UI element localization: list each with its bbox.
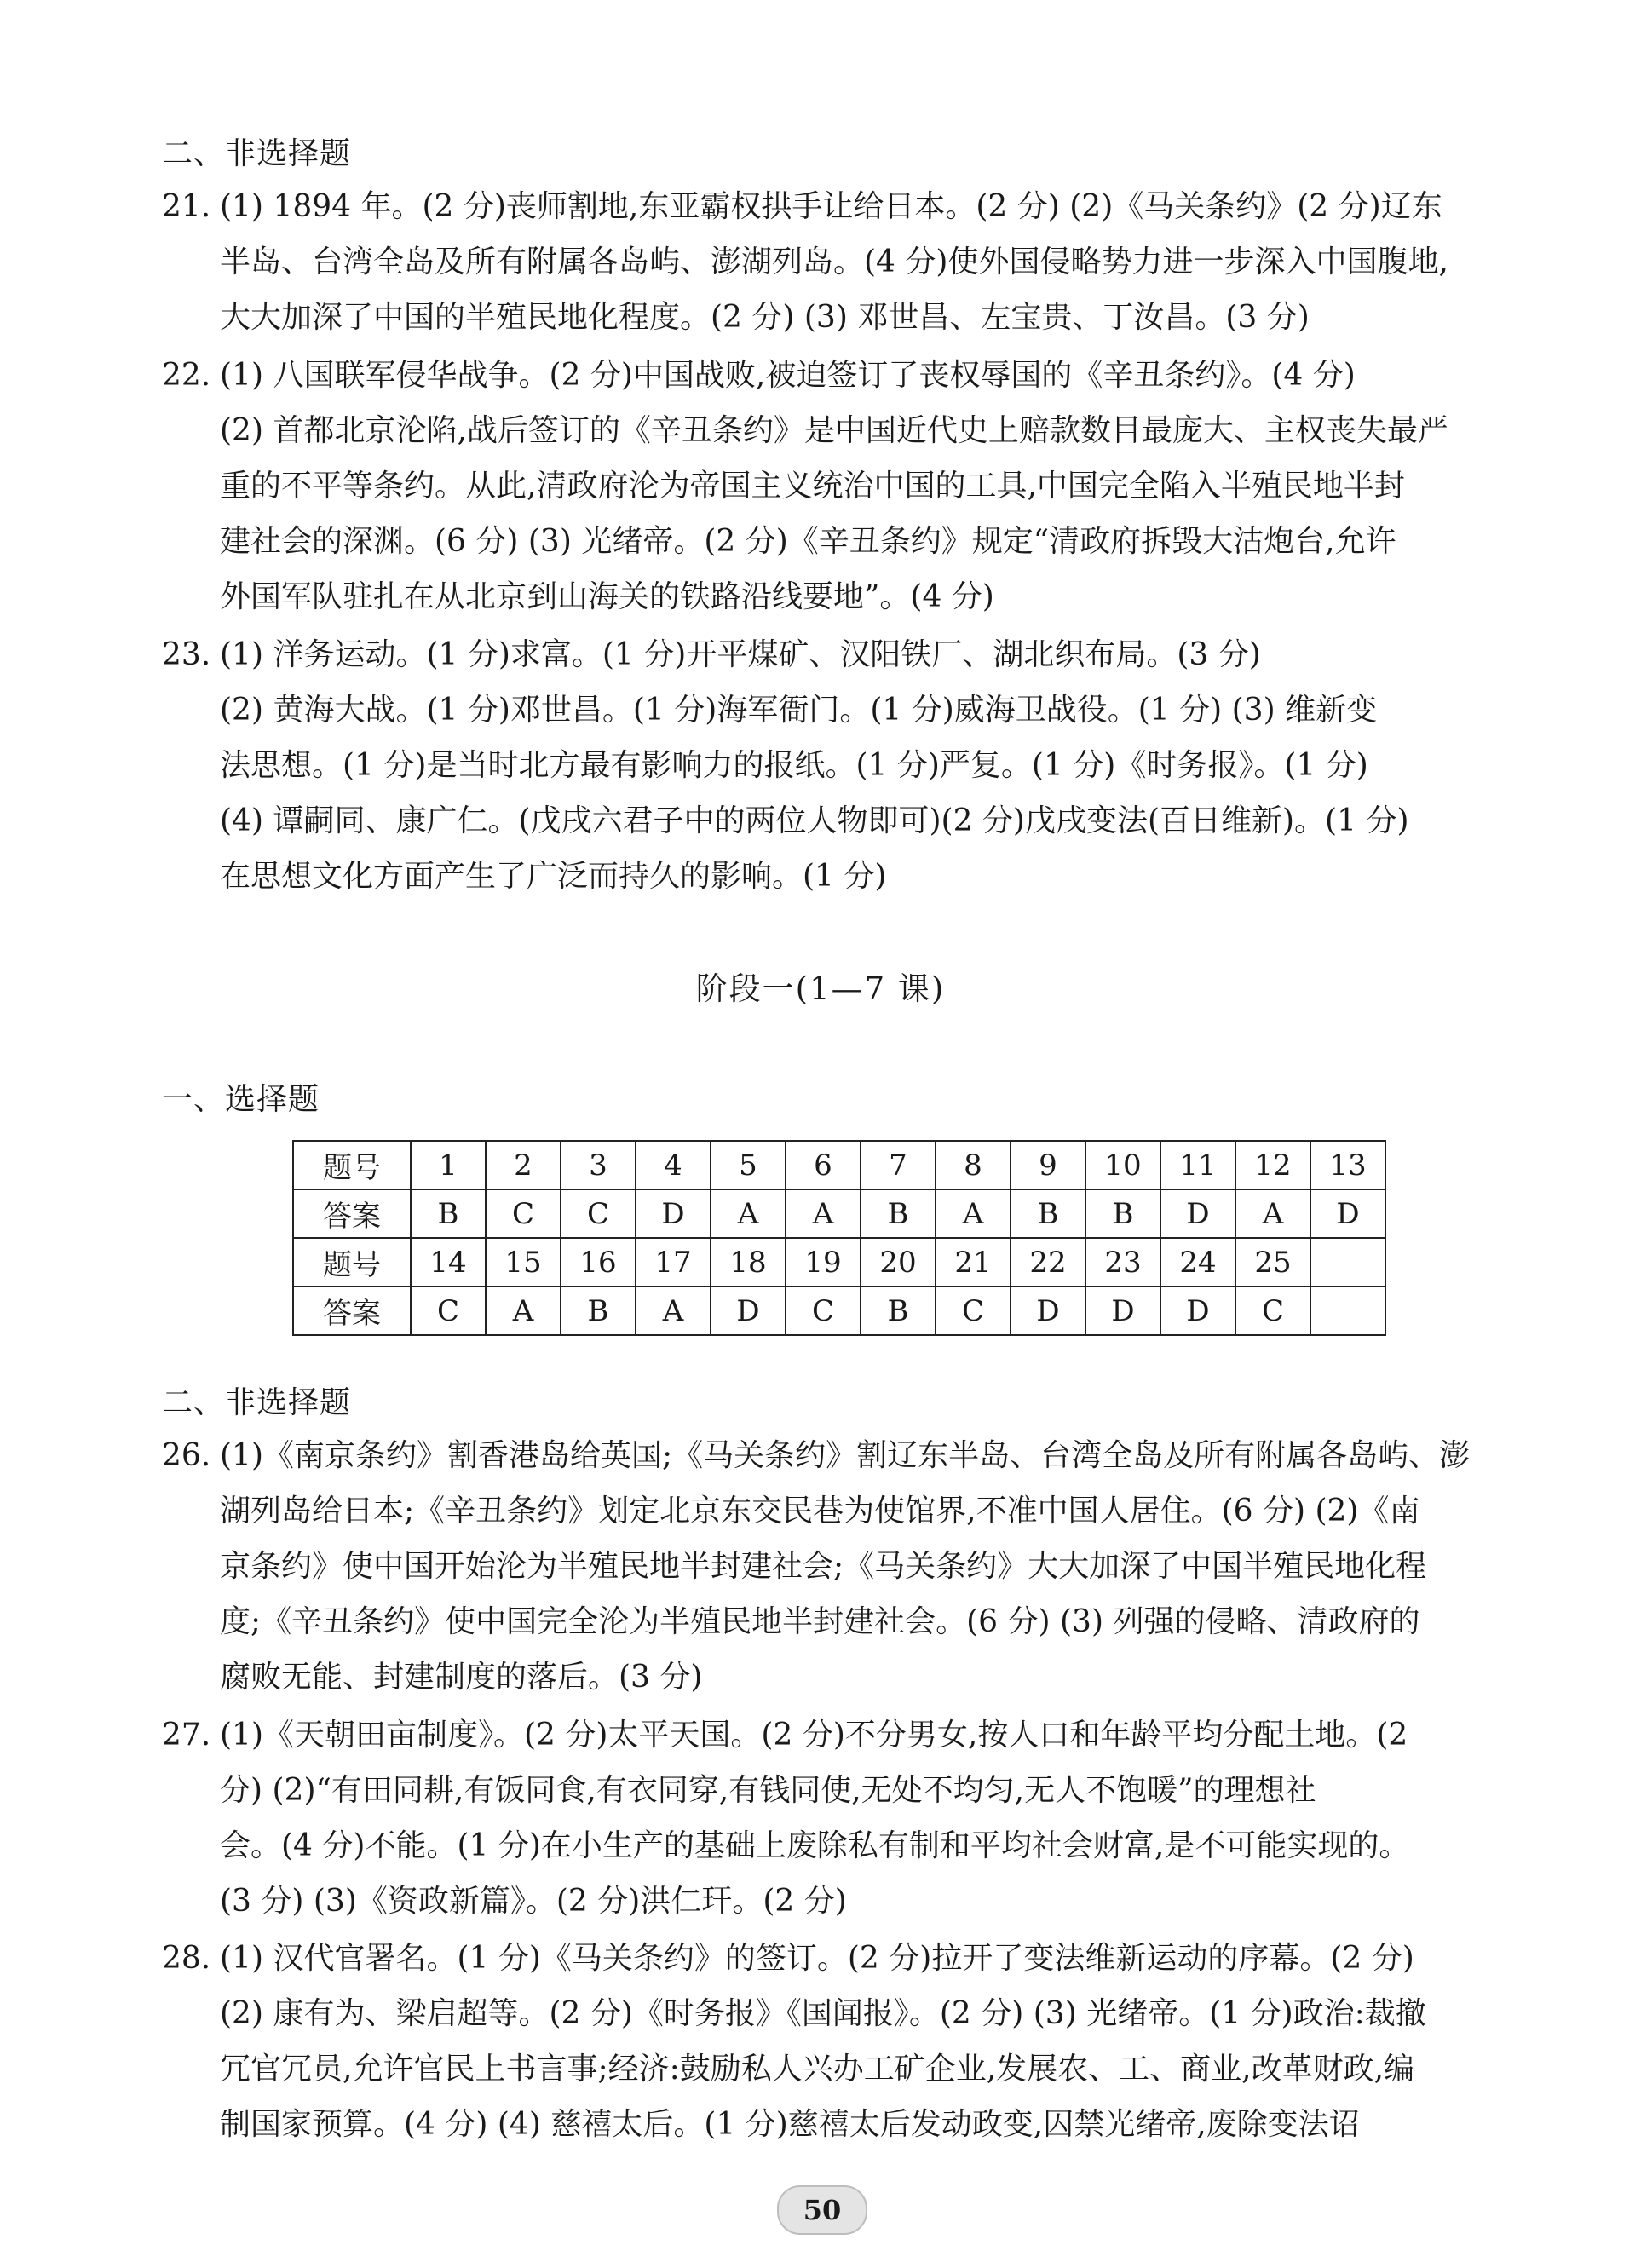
answer-line: (2) 首都北京沦陷,战后签订的《辛丑条约》是中国近代史上赔款数目最庞大、主权丧失最严 (220, 413, 1448, 448)
table-cell: C (486, 1189, 561, 1238)
table-cell (1310, 1287, 1385, 1335)
table-cell: D (636, 1189, 711, 1238)
table-cell: A (936, 1189, 1011, 1238)
table-cell: 题号 (293, 1141, 411, 1189)
question-21 (162, 179, 1491, 345)
question-number: 27. (162, 1718, 211, 1753)
table-row (293, 1141, 1385, 1189)
answer-line: 湖列岛给日本;《辛丑条约》划定北京东交民巷为使馆界,不准中国人居住。(6 分) (2)《南 (220, 1494, 1420, 1528)
table-cell: 18 (711, 1238, 786, 1287)
table-cell: B (411, 1189, 486, 1238)
answer-line: 法思想。(1 分)是当时北方最有影响力的报纸。(1 分)严复。(1 分)《时务报》。(1 分) (220, 748, 1368, 783)
table-cell: 20 (861, 1238, 936, 1287)
question-number: 21. (162, 189, 211, 224)
answer-line: (1)《南京条约》割香港岛给英国;《马关条约》割辽东半岛、台湾全岛及所有附属各岛屿、澎 (220, 1438, 1471, 1473)
table-row (293, 1238, 1385, 1287)
question-number: 26. (162, 1438, 211, 1473)
table-cell: C (1235, 1287, 1310, 1335)
table-cell: 2 (486, 1141, 561, 1189)
table-cell: 14 (411, 1238, 486, 1287)
table-cell: B (561, 1287, 636, 1335)
answer-line: 京条约》使中国开始沦为半殖民地半封建社会;《马关条约》大大加深了中国半殖民地化程 (220, 1549, 1427, 1584)
table-cell: 15 (486, 1238, 561, 1287)
table-cell: 1 (411, 1141, 486, 1189)
table-cell: D (1160, 1189, 1235, 1238)
question-22 (162, 348, 1491, 625)
table-cell: D (1310, 1189, 1385, 1238)
question-28 (162, 1931, 1491, 2152)
table-cell: 答案 (293, 1189, 411, 1238)
part3-heading: 二、非选择题 (162, 1385, 352, 1420)
table-row (293, 1287, 1385, 1335)
part2-heading: 一、选择题 (162, 1082, 320, 1117)
answer-line: 腐败无能、封建制度的落后。(3 分) (220, 1660, 703, 1695)
table-cell: 23 (1085, 1238, 1160, 1287)
page-number: 50 (777, 2185, 867, 2235)
table-cell (1310, 1238, 1385, 1287)
answer-line: 会。(4 分)不能。(1 分)在小生产的基础上废除私有制和平均社会财富,是不可能实现的。 (220, 1828, 1410, 1863)
table-cell: D (1011, 1287, 1085, 1335)
table-cell: 12 (1235, 1141, 1310, 1189)
answer-line: (3 分) (3)《资政新篇》。(2 分)洪仁玕。(2 分) (220, 1884, 847, 1919)
table-cell: 8 (936, 1141, 1011, 1189)
part1-heading: 二、非选择题 (162, 136, 352, 171)
answer-line: 冗官冗员,允许官民上书言事;经济:鼓励私人兴办工矿企业,发展农、工、商业,改革财政,编 (220, 2052, 1415, 2087)
table-cell: 16 (561, 1238, 636, 1287)
table-cell: 24 (1160, 1238, 1235, 1287)
table-cell: 7 (861, 1141, 936, 1189)
question-number: 23. (162, 637, 211, 672)
table-cell: C (561, 1189, 636, 1238)
answer-line: 重的不平等条约。从此,清政府沦为帝国主义统治中国的工具,中国完全陷入半殖民地半封 (220, 469, 1405, 504)
question-number: 28. (162, 1941, 211, 1976)
answer-line: 外国军队驻扎在从北京到山海关的铁路沿线要地”。(4 分) (220, 579, 994, 614)
table-cell: 5 (711, 1141, 786, 1189)
table-cell: D (1160, 1287, 1235, 1335)
question-number: 22. (162, 358, 211, 393)
table-cell: 9 (1011, 1141, 1085, 1189)
table-cell: C (411, 1287, 486, 1335)
answer-table (292, 1140, 1386, 1336)
table-cell: B (861, 1287, 936, 1335)
table-cell: 6 (786, 1141, 861, 1189)
table-row (293, 1189, 1385, 1238)
table-cell: A (486, 1287, 561, 1335)
table-cell: 3 (561, 1141, 636, 1189)
table-cell: 答案 (293, 1287, 411, 1335)
question-27 (162, 1707, 1491, 1929)
answer-line: 大大加深了中国的半殖民地化程度。(2 分) (3) 邓世昌、左宝贵、丁汝昌。(3 分) (220, 300, 1310, 335)
table-cell: B (1011, 1189, 1085, 1238)
table-cell: 10 (1085, 1141, 1160, 1189)
table-cell: 13 (1310, 1141, 1385, 1189)
answer-line: 度;《辛丑条约》使中国完全沦为半殖民地半封建社会。(6 分) (3) 列强的侵略、清政府的 (220, 1604, 1420, 1639)
answer-line: (1) 1894 年。(2 分)丧师割地,东亚霸权拱手让给日本。(2 分) (2)《马关条约》(2 分)辽东 (220, 189, 1442, 224)
table-cell: C (936, 1287, 1011, 1335)
table-cell: A (786, 1189, 861, 1238)
table-cell: 11 (1160, 1141, 1235, 1189)
table-cell: D (711, 1287, 786, 1335)
table-cell: 17 (636, 1238, 711, 1287)
answer-line: (1) 汉代官署名。(1 分)《马关条约》的签订。(2 分)拉开了变法维新运动的序幕。(2 分) (220, 1941, 1414, 1976)
table-cell: D (1085, 1287, 1160, 1335)
table-cell: 19 (786, 1238, 861, 1287)
answer-line: (1)《天朝田亩制度》。(2 分)太平天国。(2 分)不分男女,按人口和年龄平均分配土地。(2 (220, 1718, 1408, 1753)
table-cell: A (1235, 1189, 1310, 1238)
answer-line: (1) 八国联军侵华战争。(2 分)中国战败,被迫签订了丧权辱国的《辛丑条约》。(4 分) (220, 358, 1356, 393)
table-cell: B (861, 1189, 936, 1238)
stage-title: 阶段一(1—7 课) (695, 970, 946, 1007)
table-cell: B (1085, 1189, 1160, 1238)
table-cell: A (711, 1189, 786, 1238)
answer-line: (4) 谭嗣同、康广仁。(戊戌六君子中的两位人物即可)(2 分)戊戌变法(百日维新)。(1 分) (220, 803, 1409, 838)
table-cell: 21 (936, 1238, 1011, 1287)
table-cell: 题号 (293, 1238, 411, 1287)
table-cell: C (786, 1287, 861, 1335)
answer-line: (2) 康有为、梁启超等。(2 分)《时务报》《国闻报》。(2 分) (3) 光绪帝。(1 分)政治:裁撤 (220, 1996, 1426, 2031)
table-cell: 25 (1235, 1238, 1310, 1287)
table-cell: 22 (1011, 1238, 1085, 1287)
question-23 (162, 627, 1491, 904)
table-cell: 4 (636, 1141, 711, 1189)
question-26 (162, 1428, 1491, 1705)
answer-line: (1) 洋务运动。(1 分)求富。(1 分)开平煤矿、汉阳铁厂、湖北织布局。(3 分) (220, 637, 1261, 672)
answer-line: 制国家预算。(4 分) (4) 慈禧太后。(1 分)慈禧太后发动政变,囚禁光绪帝,废除变法诏 (220, 2107, 1360, 2142)
answer-line: 建社会的深渊。(6 分) (3) 光绪帝。(2 分)《辛丑条约》规定“清政府拆毁大沽炮台,允许 (220, 524, 1396, 559)
table-cell: A (636, 1287, 711, 1335)
answer-line: 分) (2)“有田同耕,有饭同食,有衣同穿,有钱同使,无处不均匀,无人不饱暖”的理想社 (220, 1773, 1316, 1808)
answer-line: 在思想文化方面产生了广泛而持久的影响。(1 分) (220, 859, 887, 894)
answer-line: (2) 黄海大战。(1 分)邓世昌。(1 分)海军衙门。(1 分)威海卫战役。(1 分) (3) 维新变 (220, 693, 1378, 728)
answer-line: 半岛、台湾全岛及所有附属各岛屿、澎湖列岛。(4 分)使外国侵略势力进一步深入中国腹地, (220, 245, 1448, 279)
